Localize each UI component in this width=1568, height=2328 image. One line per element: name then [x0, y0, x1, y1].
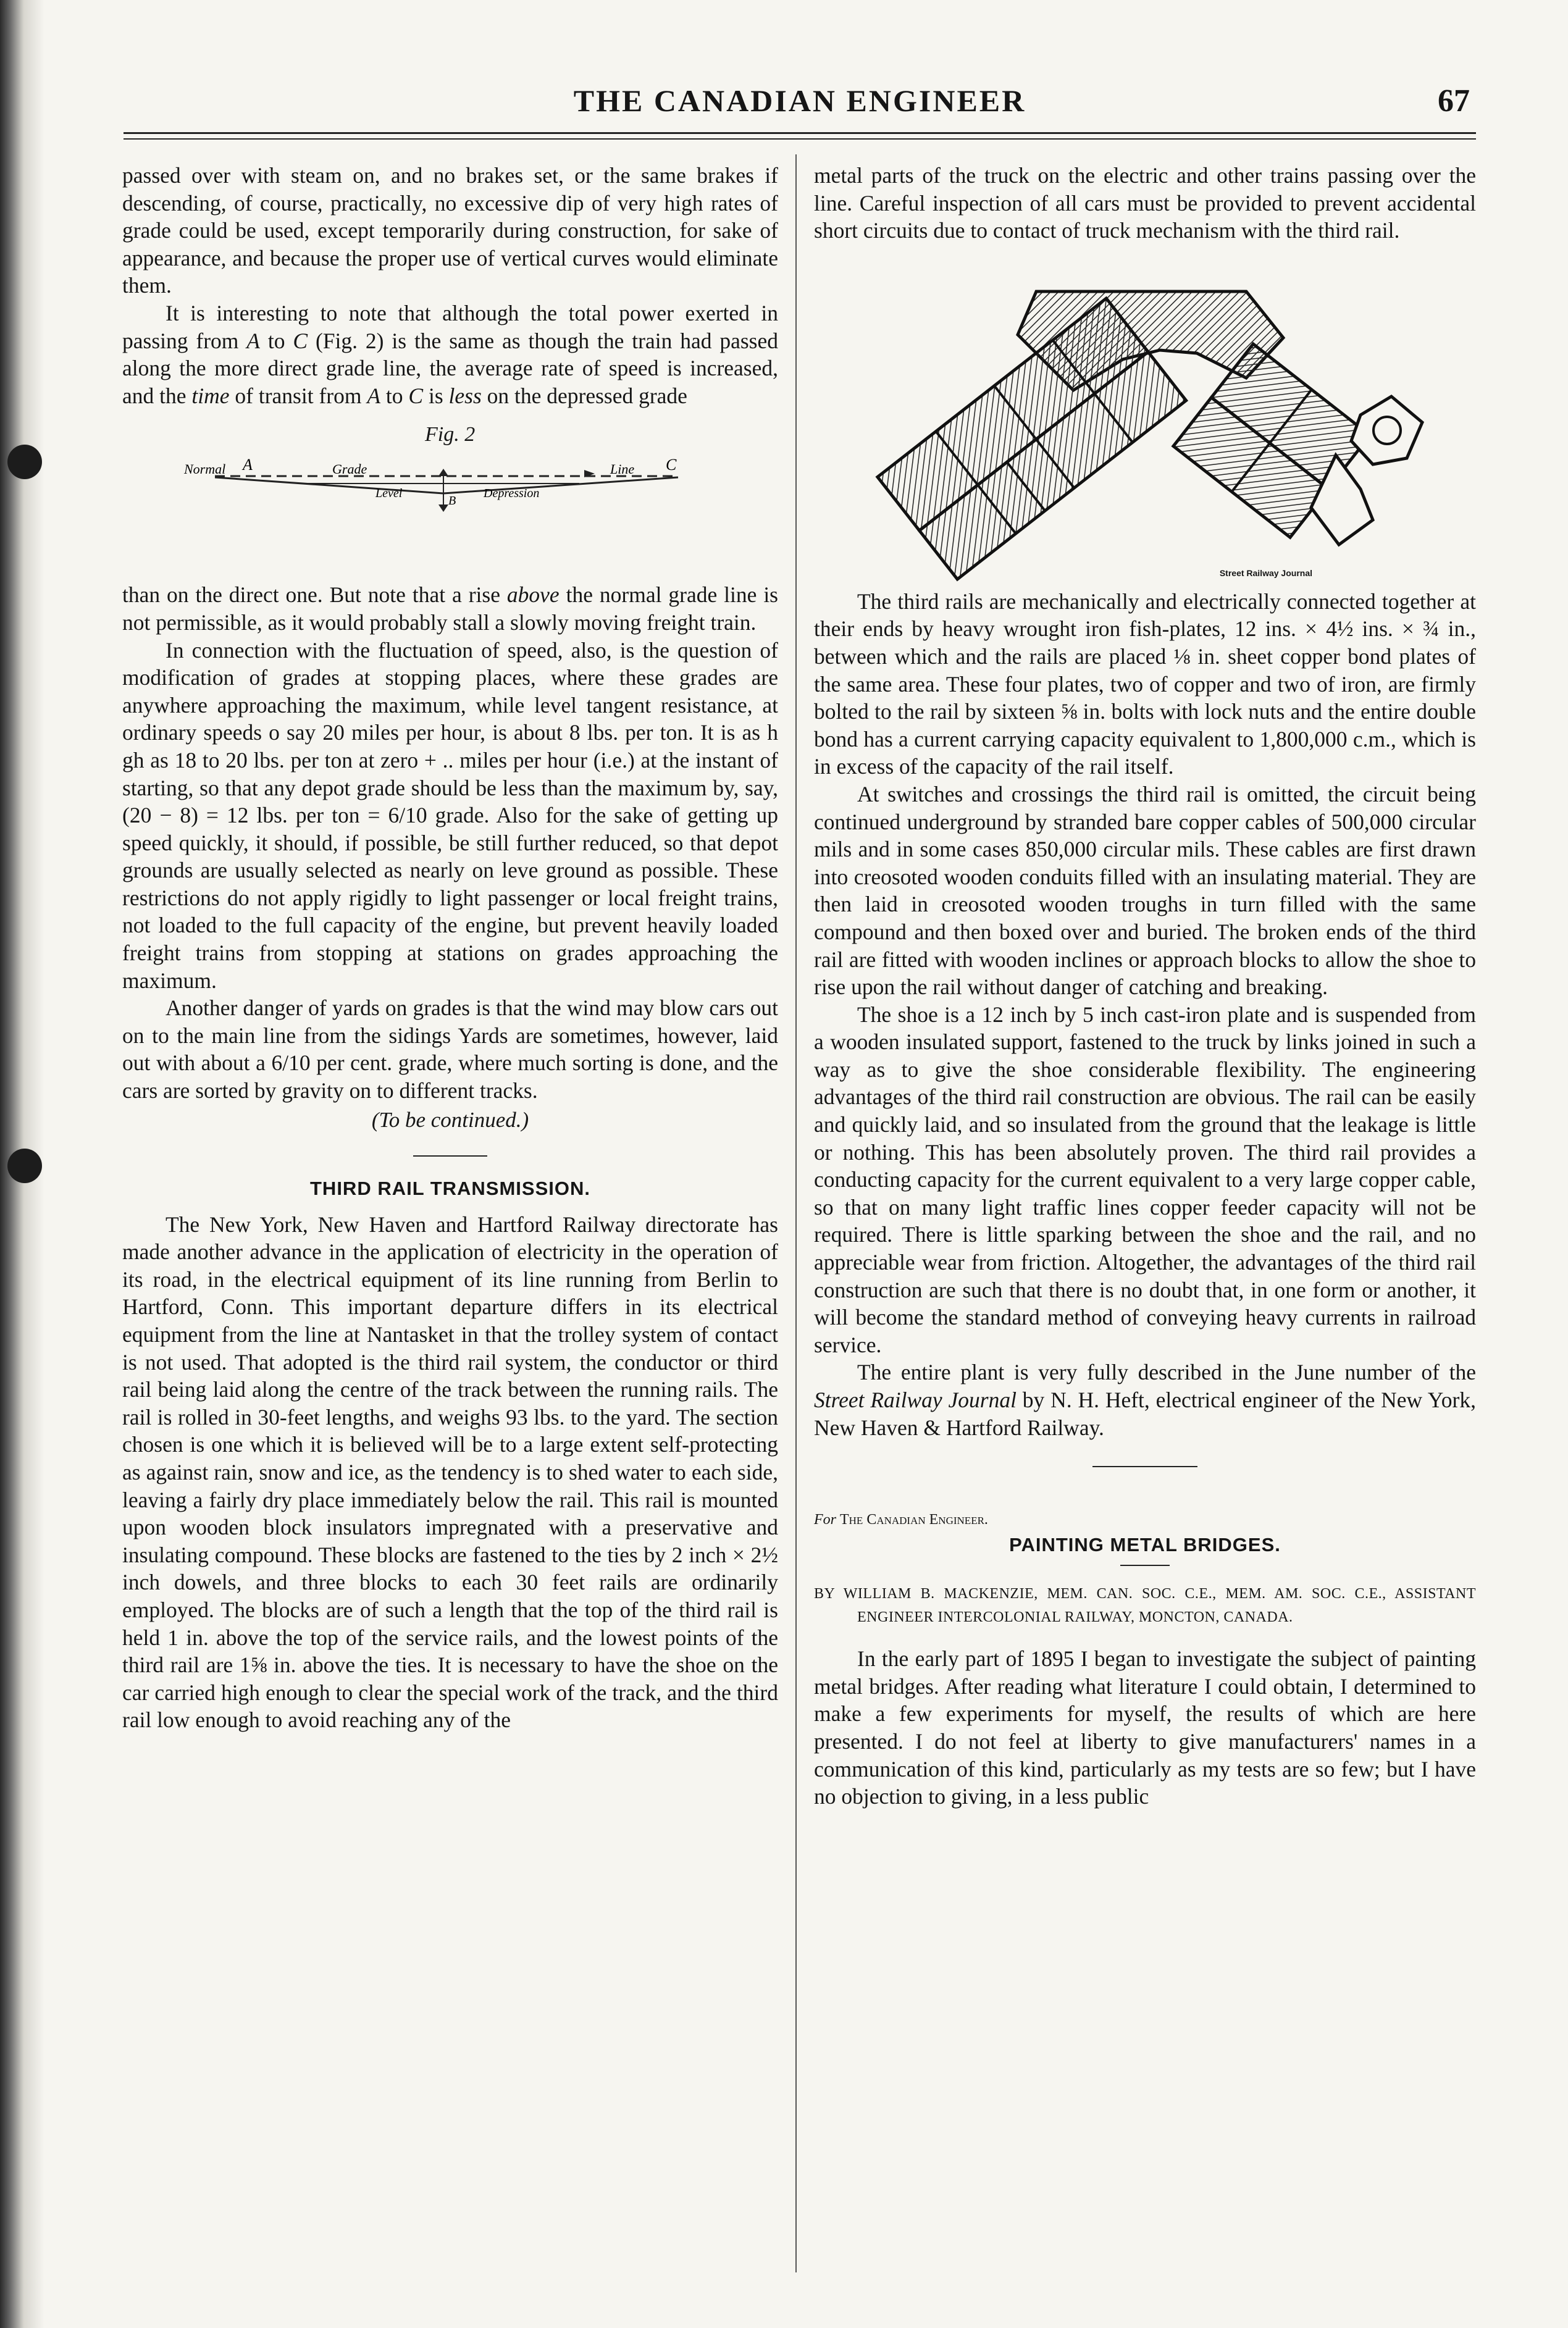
continued-note: (To be continued.): [371, 1107, 529, 1132]
binding-edge: [0, 0, 57, 2328]
page-number: 67: [1438, 83, 1470, 119]
figure-2-grade-diagram: [122, 414, 778, 575]
paragraph: It is interesting to note that although the total power exerted in passing from A to C (Fig. 2) is the same as though the train had passed along the more direct grade line, the average rate of speed is increased, and the time of transit from A to C is less on the depressed grade: [122, 300, 778, 408]
section-title: PAINTING METAL BRIDGES.: [1009, 1534, 1281, 1556]
paragraph: The shoe is a 12 inch by 5 inch cast-iron plate and is suspended from a wooden insulated support, fastened to the truck by links joined in such a way as to give the shoe considerable flexibility. The engineering advantages of the third rail construction are obvious. The rail can be easily and quickly laid, and so insulated from the ground that the leakage is little or nothing. This has been absolutely proven. The third rail provides a conducting capacity for the current equivalent to a very large copper cable, so that on many light traffic lines copper feeder capacity will not be required. There is little sparking between the shoe and the rail, and no appreciable wear from friction. Altogether, the advantages of the third rail construction are such that there is no doubt that, in one form or another, it will become the standard method of conveying heavy currents in railroad service.: [814, 1002, 1476, 1357]
title-underline: [1120, 1565, 1170, 1566]
section-separator: [413, 1155, 487, 1157]
label-normal: Normal: [184, 461, 226, 477]
paragraph: metal parts of the truck on the electric and other trains passing over the line. Careful inspection of all cars must be provided to prevent accidental short circuits due to contact of truck mechanism with the third rail.: [814, 163, 1476, 243]
paragraph: The entire plant is very fully described in the June number of the Street Railway Journal by N. H. Heft, electrical engineer of the New York, New Haven & Hartford Railway.: [814, 1360, 1476, 1440]
paragraph: In connection with the fluctuation of speed, also, is the question of modification of grades at stopping places, where these grades are anywhere approaching the maximum, while level tangent resistance, at ordinary speeds o say 20 miles per hour, is about 8 lbs. per ton. It is as h gh as 18 to 20 lbs. per ton at zero + .. miles per hour (i.e.) at the instant of starting, so that any depot grade should be less than the maximum by, say, (20 − 8) = 12 lbs. per ton = 6/10 grade. Also for the sake of getting up speed quickly, it should, if possible, be still further reduced, so that depot grounds are usually selected as nearly on leve ground as possible. These restrictions do not apply rigidly to light passenger or local freight trains, not loaded to the full capacity of the engine, but prevent heavily loaded freight trains from stopping at stations on grades approaching the maximum.: [122, 637, 778, 993]
paragraph: than on the direct one. But note that a rise above the normal grade line is not permissible, as it would probably stall a slowly moving freight train.: [122, 582, 778, 635]
page-header: [124, 75, 1476, 132]
label-level: Level: [375, 487, 403, 501]
journal-title: THE CANADIAN ENGINEER: [573, 83, 1026, 118]
label-depression: Depression: [484, 487, 540, 501]
paragraph: passed over with steam on, and no brakes set, or the same brakes if descending, of course, practically, no excessive dip of very high rates of grade could be used, except temporarily during construction, for sake of appearance, and because the proper use of vertical curves would eliminate them.: [122, 163, 778, 298]
third-rail-fishplate-figure: [814, 261, 1476, 582]
label-a: A: [243, 456, 253, 474]
for-label: For The Canadian Engineer.: [814, 1512, 988, 1528]
label-grade: Grade: [332, 461, 367, 477]
paragraph: Another danger of yards on grades is that the wind may blow cars out on to the main line from the sidings Yards are sometimes, however, laid out with about a 6/10 per cent. grade, where much sorting is done, and the cars are sorted by gravity on to different tracks.: [122, 995, 778, 1103]
paragraph: In the early part of 1895 I began to investigate the subject of painting metal bridges. After reading what literature I could obtain, I determined to make a few experiments for myself, the results of which are here presented. I do not feel at liberty to give manufacturers' names in a communication of this kind, particularly as my tests are so few; but I have no objection to giving, in a less public: [814, 1646, 1476, 1809]
right-column: [814, 162, 1476, 1811]
figure-label: Fig. 2: [425, 423, 476, 446]
figure-credit: Street Railway Journal: [1219, 567, 1312, 578]
left-column: [122, 162, 778, 1734]
depressed-grade-right: [443, 477, 678, 493]
column-divider: [795, 154, 797, 2272]
binding-hole: [7, 445, 42, 479]
author-byline: BY WILLIAM B. MACKENZIE, MEM. CAN. SOC. C.E., MEM. AM. SOC. C.E., ASSISTANT ENGINEER INTERCOLONIAL RAILWAY, MONCTON, CANADA.: [814, 1586, 1476, 1626]
section-separator: [1092, 1466, 1197, 1467]
header-rule: [124, 132, 1476, 140]
paragraph: The New York, New Haven and Hartford Railway directorate has made another advance in the application of electricity in the operation of its road, in the electrical equipment of its line running from Berlin to Hartford, Conn. This important departure differs in its electrical equipment from the line at Nantasket in that the trolley system of contact is not used. That adopted is the third rail system, the conductor or third rail being laid along the centre of the track between the running rails. The rail is rolled in 30-feet lengths, and weighs 93 lbs. to the yard. The section chosen is one which it is believed will be to a large extent self-protecting as against rain, snow and ice, as the tendency is to shed water to each side, leaving a fairly dry place immediately below the rail. This rail is mounted upon wooden block insulators impregnated with a preservative and insulating compound. These blocks are fastened to the ties by 2 inch × 2½ inch dowels, and three blocks to each 30 feet rails are ordinarily employed. The blocks are of such a length that the top of the third rail is held 1 in. above the top of the service rails, and the lowest points of the third rail are 1⅝ in. above the ties. It is necessary to have the shoe on the car carried high enough to clear the special work of the track, and the third rail low enough to avoid reaching any of the: [122, 1212, 778, 1733]
paragraph: The third rails are mechanically and electrically connected together at their ends by heavy wrought iron fish-plates, 12 ins. × 4½ ins. × ¾ in., between which and the rails are placed ⅛ in. sheet copper bond plates of the same area. These four plates, two of copper and two of iron, are firmly bolted to the rail by sixteen ⅝ in. bolts with lock nuts and the entire double bond has a current carrying capacity equivalent to 1,800,000 c.m., which is in excess of the capacity of the rail itself.: [814, 588, 1476, 779]
depressed-grade-left: [215, 477, 443, 493]
label-line: Line: [610, 461, 635, 477]
section-title: THIRD RAIL TRANSMISSION.: [310, 1177, 590, 1199]
label-b: B: [448, 494, 456, 508]
label-c: C: [666, 456, 677, 474]
third-rail-section-svg: [814, 261, 1476, 582]
binding-hole: [7, 1149, 42, 1183]
arrow-down: [438, 505, 448, 512]
paragraph: At switches and crossings the third rail is omitted, the circuit being continued underground by stranded bare copper cables of 500,000 circular mils and in some cases 850,000 circular mils. These cables are first drawn into creosoted wooden conduits filled with an insulating material. They are then laid in creosoted wooden troughs in turn filled with the same compound and then boxed over and buried. The broken ends of the third rail are fitted with wooden inclines or approach blocks to allow the shoe to rise upon the rail without danger of catching and breaking.: [814, 781, 1476, 1000]
arrow-up: [438, 469, 448, 476]
